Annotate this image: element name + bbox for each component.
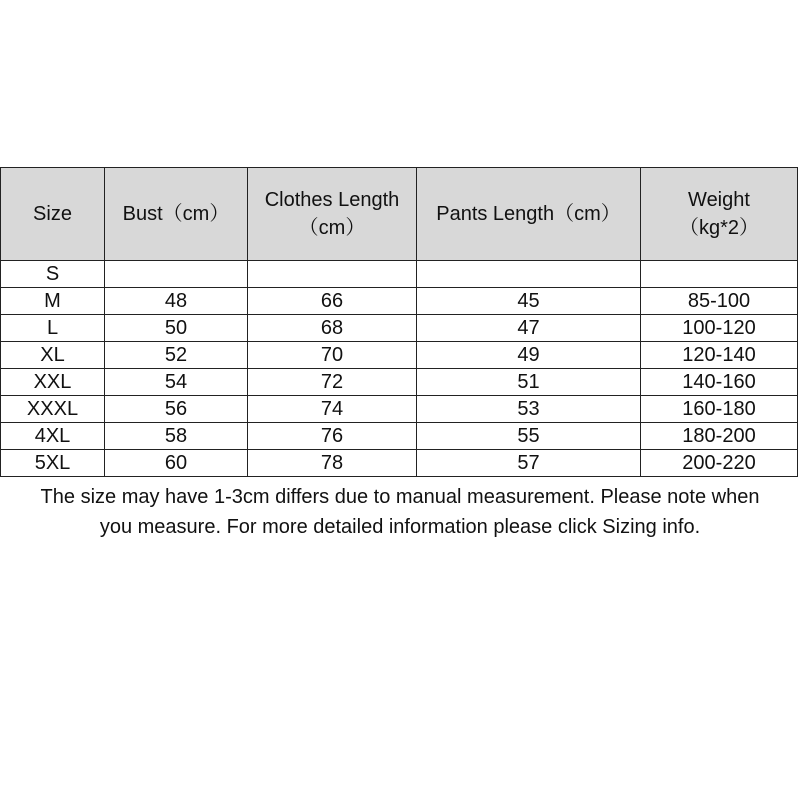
size-cell: M xyxy=(1,288,105,315)
pants-length-cell: 47 xyxy=(417,315,641,342)
table-body xyxy=(1,261,798,477)
bust-cell: 52 xyxy=(105,342,248,369)
size-table xyxy=(0,167,798,477)
pants-length-cell xyxy=(417,261,641,288)
clothes-length-cell: 76 xyxy=(248,423,417,450)
bust-cell: 56 xyxy=(105,396,248,423)
table-row xyxy=(1,369,798,396)
table-row xyxy=(1,261,798,288)
size-chart xyxy=(0,167,800,477)
bust-cell: 60 xyxy=(105,450,248,477)
clothes-length-cell: 72 xyxy=(248,369,417,396)
bust-cell: 54 xyxy=(105,369,248,396)
note-line-2: you measure. For more detailed information please click Sizing info. xyxy=(99,516,701,538)
weight-cell: 140-160 xyxy=(641,369,798,396)
pants-length-cell: 57 xyxy=(417,450,641,477)
table-row xyxy=(1,423,798,450)
header-weight: Weight （kg*2） xyxy=(641,168,798,261)
measurement-note xyxy=(0,482,800,542)
clothes-length-cell: 78 xyxy=(248,450,417,477)
pants-length-cell: 45 xyxy=(417,288,641,315)
size-cell: XL xyxy=(1,342,105,369)
clothes-length-cell: 68 xyxy=(248,315,417,342)
pants-length-cell: 49 xyxy=(417,342,641,369)
weight-cell: 160-180 xyxy=(641,396,798,423)
clothes-length-cell: 70 xyxy=(248,342,417,369)
table-row xyxy=(1,288,798,315)
bust-cell xyxy=(105,261,248,288)
weight-cell: 120-140 xyxy=(641,342,798,369)
header-size: Size xyxy=(1,168,105,261)
table-row xyxy=(1,450,798,477)
size-cell: XXL xyxy=(1,369,105,396)
pants-length-cell: 53 xyxy=(417,396,641,423)
bust-cell: 58 xyxy=(105,423,248,450)
weight-cell xyxy=(641,261,798,288)
pants-length-cell: 55 xyxy=(417,423,641,450)
header-clothes-length: Clothes Length （cm） xyxy=(248,168,417,261)
bust-cell: 48 xyxy=(105,288,248,315)
table-row xyxy=(1,342,798,369)
table-row xyxy=(1,315,798,342)
weight-cell: 200-220 xyxy=(641,450,798,477)
weight-cell: 180-200 xyxy=(641,423,798,450)
size-cell: L xyxy=(1,315,105,342)
bust-cell: 50 xyxy=(105,315,248,342)
size-cell: XXXL xyxy=(1,396,105,423)
header-row xyxy=(1,168,798,261)
clothes-length-cell xyxy=(248,261,417,288)
weight-cell: 100-120 xyxy=(641,315,798,342)
size-cell: S xyxy=(1,261,105,288)
clothes-length-cell: 66 xyxy=(248,288,417,315)
header-pants-length: Pants Length（cm） xyxy=(417,168,641,261)
size-cell: 5XL xyxy=(1,450,105,477)
table-row xyxy=(1,396,798,423)
header-bust: Bust（cm） xyxy=(105,168,248,261)
pants-length-cell: 51 xyxy=(417,369,641,396)
note-line-1: The size may have 1-3cm differs due to manual measurement. Please note when xyxy=(40,486,760,508)
weight-cell: 85-100 xyxy=(641,288,798,315)
clothes-length-cell: 74 xyxy=(248,396,417,423)
size-cell: 4XL xyxy=(1,423,105,450)
